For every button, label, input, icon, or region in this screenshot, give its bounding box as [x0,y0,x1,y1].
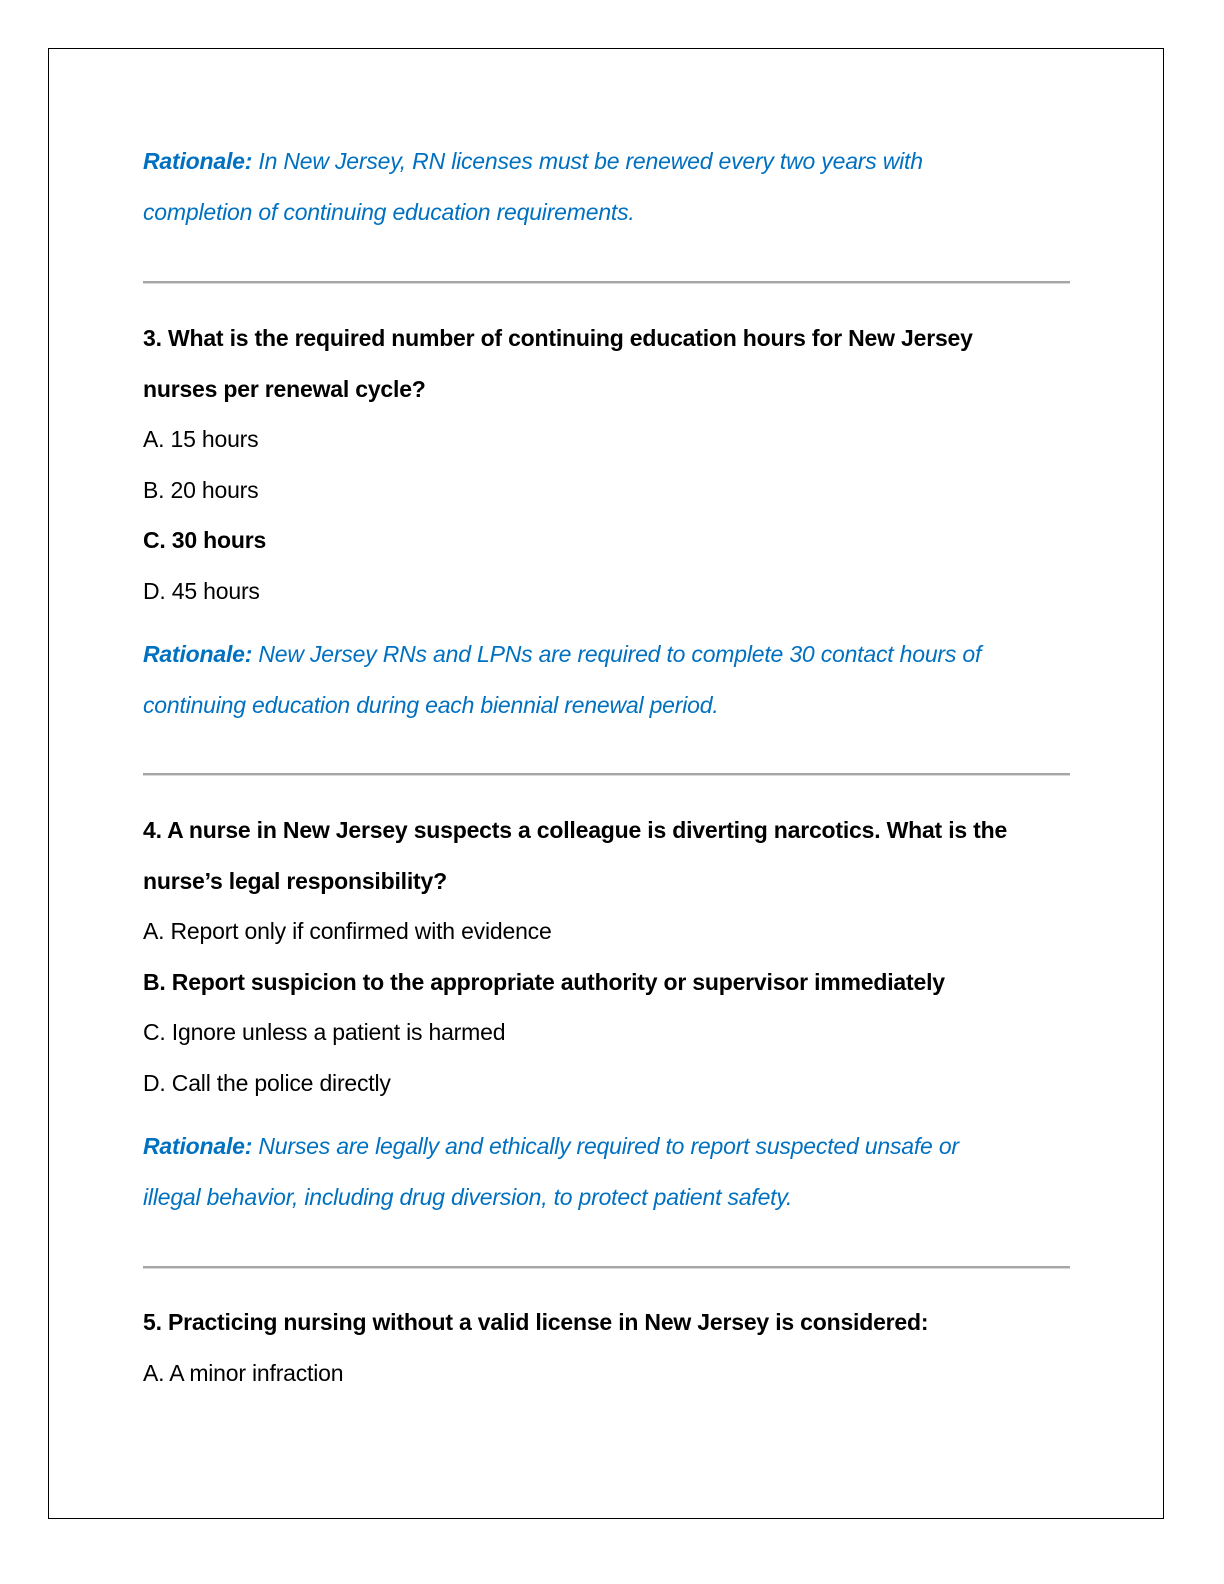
q3-option-b: B. 20 hours [143,477,259,503]
question-4-text-cont: nurse’s legal responsibility? [143,868,447,894]
q4-option-d: D. Call the police directly [143,1070,391,1096]
q4-option-c: C. Ignore unless a patient is harmed [143,1019,506,1045]
rationale-text: In New Jersey, RN licenses must be renewed every two years with [258,148,923,174]
question-5-text: 5. Practicing nursing without a valid license in New Jersey is considered: [143,1309,929,1335]
question-4-text: 4. A nurse in New Jersey suspects a colleague is diverting narcotics. What is the [143,817,1008,843]
q4-option-b-correct: B. Report suspicion to the appropriate authority or supervisor immediately [143,969,945,995]
rationale-text: Nurses are legally and ethically required to report suspected unsafe or [258,1133,959,1159]
q3-rationale-line-2: continuing education during each biennial renewal period. [143,692,719,718]
rationale-label: Rationale: [143,1133,253,1159]
q3-option-c-correct: C. 30 hours [143,527,267,553]
rationale-label: Rationale: [143,641,253,667]
section-divider [143,1266,1070,1269]
page-border [48,48,1164,1519]
q3-option-a: A. 15 hours [143,426,259,452]
question-3-text-cont: nurses per renewal cycle? [143,376,426,402]
section-divider [143,281,1070,284]
section-divider [143,773,1070,776]
rationale-prev-line-2: completion of continuing education requirements. [143,199,635,225]
question-3-text: 3. What is the required number of continuing education hours for New Jersey [143,325,973,351]
q4-rationale-line-2: illegal behavior, including drug diversion, to protect patient safety. [143,1184,793,1210]
rationale-prev-line-1 [143,147,923,175]
q5-option-a: A. A minor infraction [143,1360,344,1386]
q3-rationale-line-1 [143,640,981,668]
q4-rationale-line-1 [143,1132,959,1160]
rationale-text: New Jersey RNs and LPNs are required to complete 30 contact hours of [258,641,982,667]
q4-option-a: A. Report only if confirmed with evidence [143,918,552,944]
rationale-label: Rationale: [143,148,253,174]
q3-option-d: D. 45 hours [143,578,260,604]
